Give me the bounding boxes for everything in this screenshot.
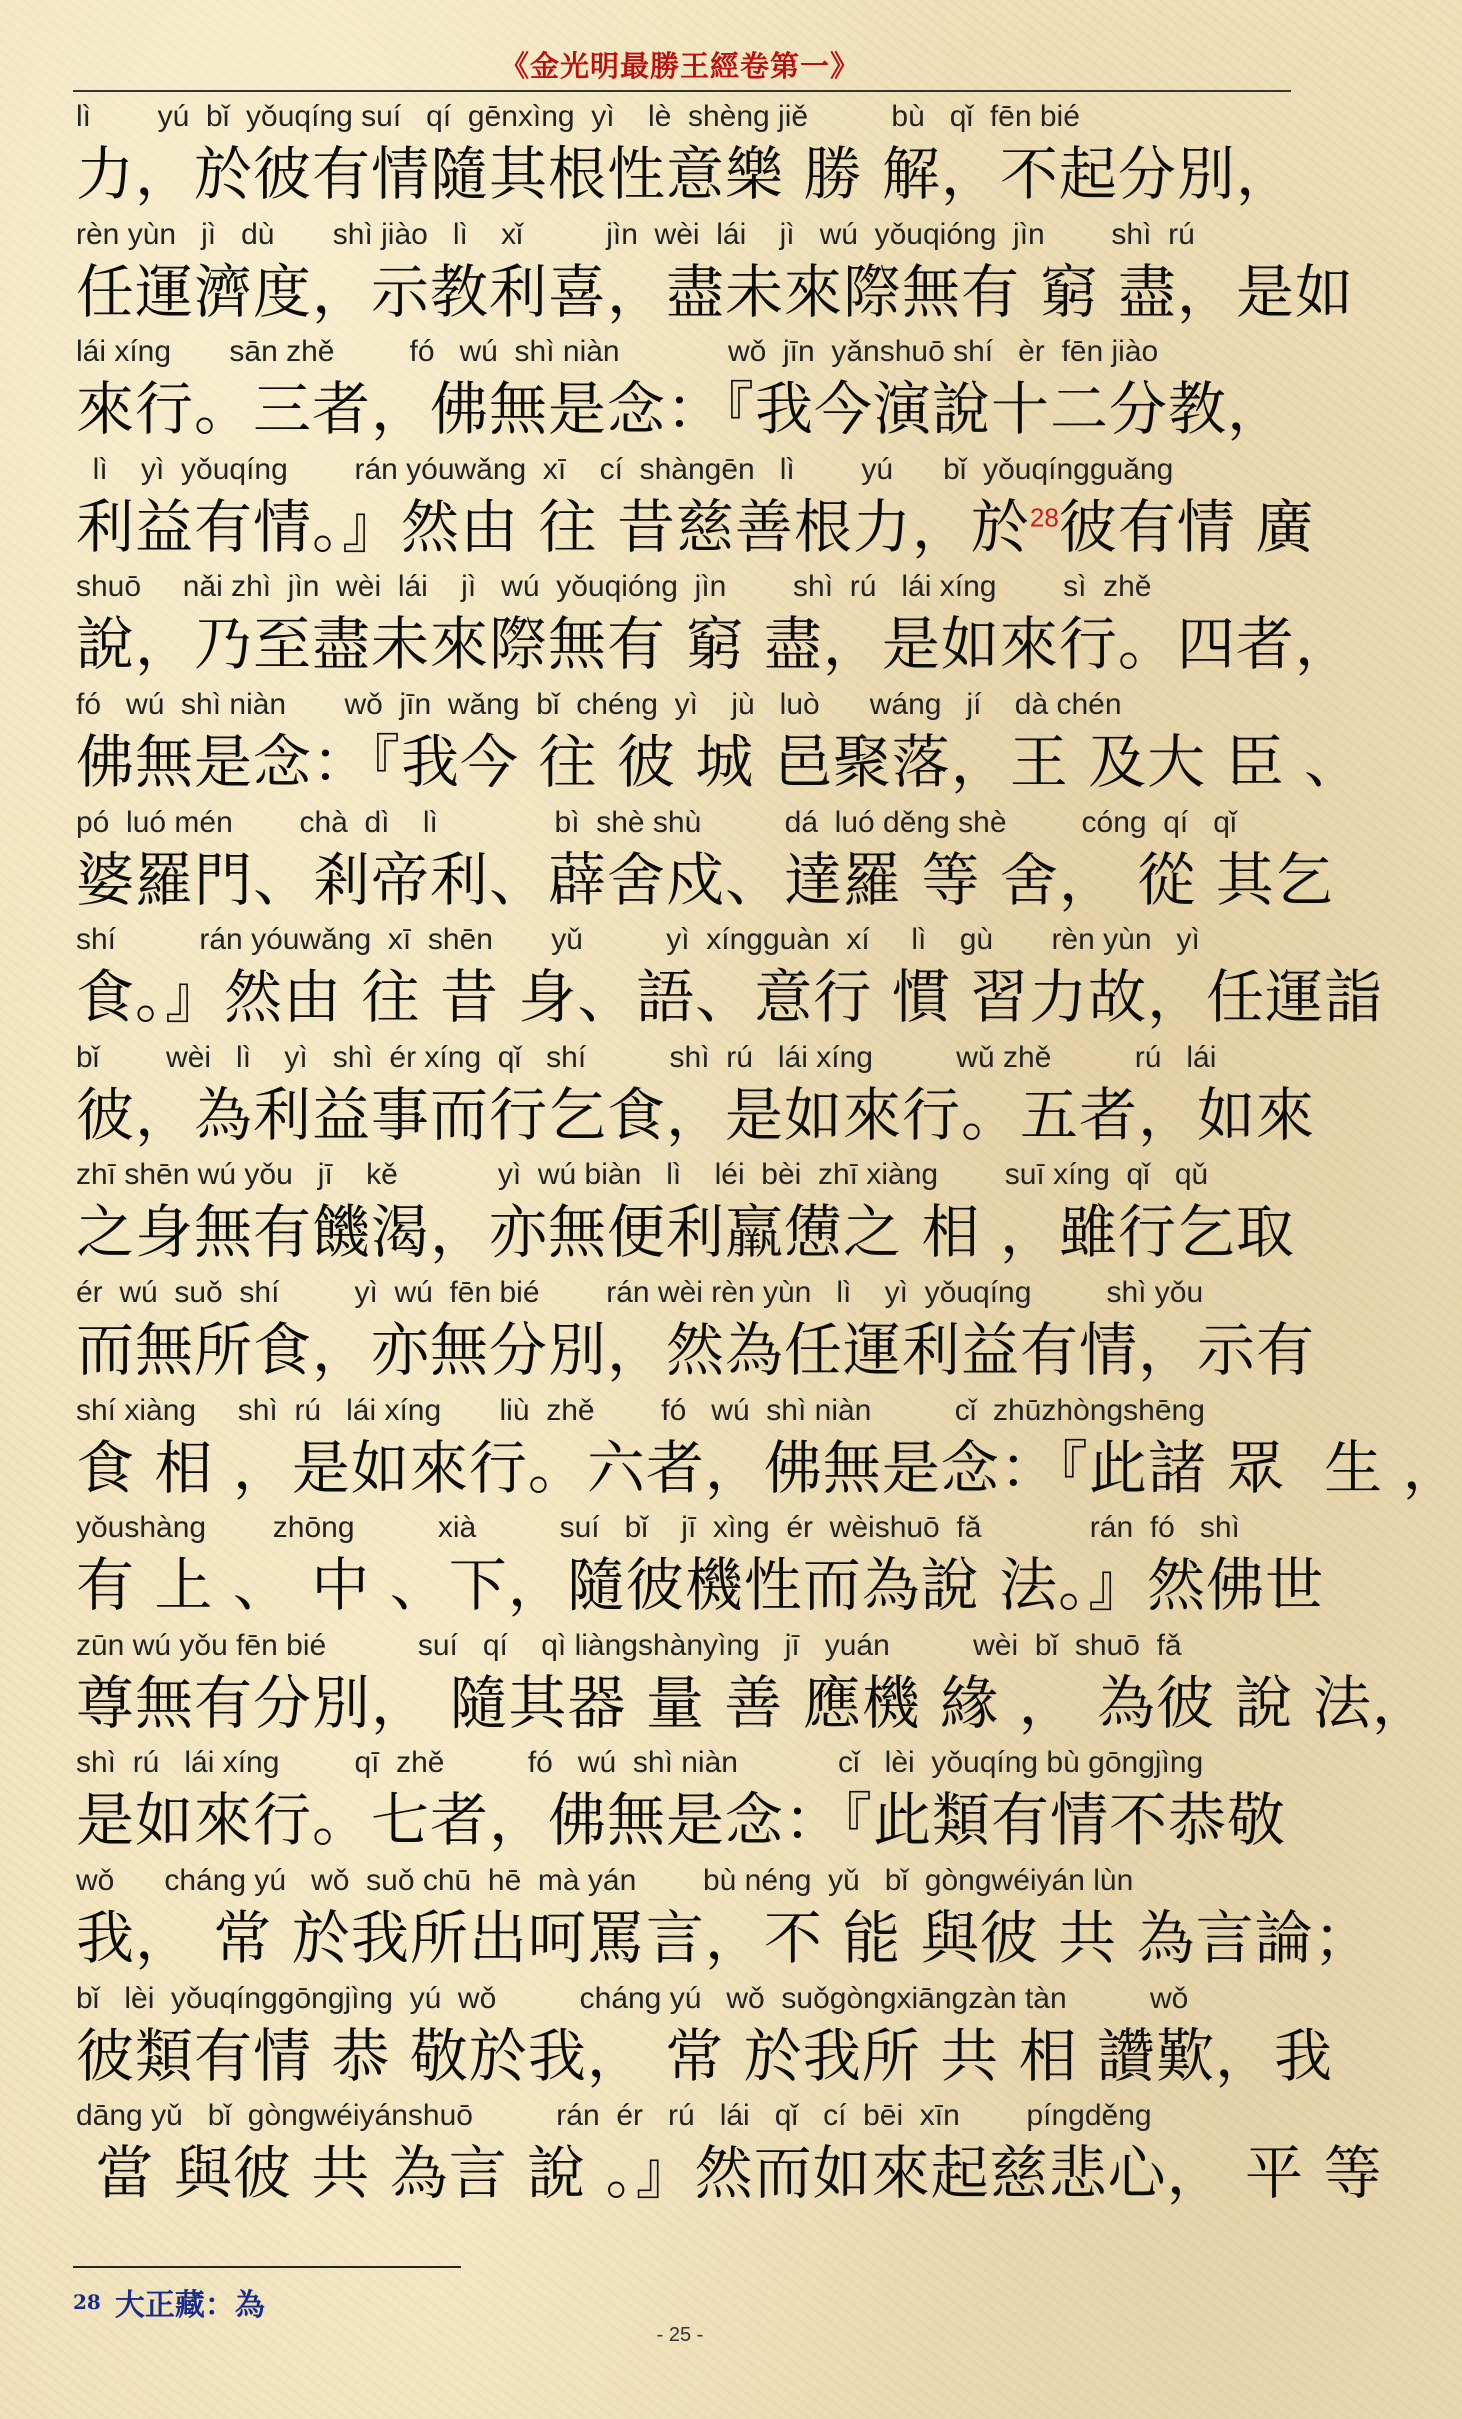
pinyin-annotation: bǐ wèi lì yì shì ér xíng qǐ shí shì rú lái xíng wǔ zhě rú lái <box>76 1040 1217 1074</box>
chinese-text-segment: 彼有情 廣 <box>1058 492 1315 561</box>
text-line <box>76 804 1334 922</box>
pinyin-annotation: lái xíng sān zhě fó wú shì niàn wǒ jīn yǎnshuō shí èr fēn jiào <box>76 335 1159 369</box>
pinyin-annotation: dāng yǔ bǐ gòngwéiyánshuō rán ér rú lái qǐ cí bēi xīn píngděng <box>76 2099 1152 2133</box>
chinese-text: 是如來行。七者，佛無是念：『此類有情不恭敬 <box>76 1786 1287 1855</box>
header-divider <box>73 90 1291 92</box>
chinese-text: 任運濟度，示教利喜，盡未來際無有 窮 盡，是如 <box>76 257 1354 326</box>
chinese-text: 尊無有分別， 隨其器 量 善 應機 緣 ， 為彼 說 法， <box>76 1668 1431 1737</box>
text-line <box>76 1862 1373 1980</box>
chinese-text: 我， 常 於我所出呵罵言，不 能 與彼 共 為言論； <box>76 1903 1373 1972</box>
text-line <box>76 568 1354 686</box>
pinyin-annotation: wǒ cháng yú wǒ suǒ chū hē mà yán bù néng yǔ bǐ gòngwéiyán lùn <box>76 1863 1134 1897</box>
pinyin-annotation: shí rán yóuwǎng xī shēn yǔ yì xíngguàn xí lì gù rèn yùn yì <box>76 923 1200 957</box>
pinyin-annotation: pó luó mén chà dì lì bì shè shù dá luó děng shè cóng qí qǐ <box>76 805 1237 839</box>
chinese-text: 當 與彼 共 為言 說 。』然而如來起慈悲心， 平 等 <box>76 2139 1383 2208</box>
pinyin-annotation: fó wú shì niàn wǒ jīn wǎng bǐ chéng yì jù luò wáng jí dà chén <box>76 687 1122 721</box>
text-line <box>76 451 1315 569</box>
chinese-text: 彼，為利益事而行乞食，是如來行。五者，如來 <box>76 1080 1316 1149</box>
pinyin-annotation: shì rú lái xíng qī zhě fó wú shì niàn cǐ lèi yǒuqíng bù gōngjìng <box>76 1746 1204 1780</box>
pinyin-annotation: yǒushàng zhōng xià suí bǐ jī xìng ér wèishuō fǎ rán fó shì <box>76 1511 1240 1545</box>
chinese-text <box>76 489 1315 565</box>
chinese-text: 婆羅門、剎帝利、薜舍戍、達羅 等 舍， 從 其乞 <box>76 845 1334 914</box>
chinese-text: 來行。三者，佛無是念：『我今演說十二分教， <box>76 375 1287 444</box>
text-line <box>76 216 1354 334</box>
text-line <box>76 1980 1334 2098</box>
chinese-text: 力，於彼有情隨其根性意樂 勝 解，不起分別， <box>76 140 1295 208</box>
text-line <box>76 98 1296 216</box>
text-line <box>76 1627 1431 1745</box>
footnote <box>73 2280 265 2324</box>
text-line <box>76 1274 1316 1392</box>
footnote-reference[interactable]: 28 <box>1029 502 1059 533</box>
sutra-body <box>76 98 1462 2215</box>
chinese-text: 佛無是念：『我今 往 彼 城 邑聚落，王 及大 臣 、 <box>76 727 1364 796</box>
chinese-text: 彼類有情 恭 敬於我， 常 於我所 共 相 讚歎，我 <box>76 2021 1334 2090</box>
chinese-text: 食 相 ，是如來行。六者，佛無是念：『此諸 眾 生 ， <box>76 1433 1462 1502</box>
text-line <box>76 2097 1383 2215</box>
pinyin-annotation: shí xiàng shì rú lái xíng liù zhě fó wú shì niàn cǐ zhūzhòngshēng <box>76 1393 1205 1427</box>
pinyin-annotation: rèn yùn jì dù shì jiào lì xǐ jìn wèi lái jì wú yǒuqióng jìn shì rú <box>76 217 1195 251</box>
text-line <box>76 1392 1462 1510</box>
text-line <box>76 1744 1296 1862</box>
pinyin-annotation: bǐ lèi yǒuqínggōngjìng yú wǒ cháng yú wǒ suǒgòngxiāngzàn tàn wǒ <box>76 1981 1189 2015</box>
text-line <box>76 333 1296 451</box>
chinese-text-segment: 利益有情。』然由 往 昔慈善根力，於 <box>76 492 1030 561</box>
pinyin-annotation: lì yú bǐ yǒuqíng suí qí gēnxìng yì lè shèng jiě bù qǐ fēn bié <box>76 100 1080 133</box>
text-line <box>76 686 1364 804</box>
footnote-number: 28 <box>73 2289 101 2314</box>
chinese-text: 說，乃至盡未來際無有 窮 盡，是如來行。四者， <box>76 610 1354 679</box>
pinyin-annotation: lì yì yǒuqíng rán yóuwǎng xī cí shàngēn lì yú bǐ yǒuqíngguǎng <box>76 452 1174 486</box>
page-number: - 25 - <box>656 2324 704 2346</box>
pinyin-annotation: zūn wú yǒu fēn bié suí qí qì liàngshànyìng jī yuán wèi bǐ shuō fǎ <box>76 1628 1182 1662</box>
chinese-text: 食。』然由 往 昔 身、語、意行 慣 習力故，任運詣 <box>76 963 1384 1032</box>
page-header-title: 《金光明最勝王經卷第一》 <box>499 49 860 83</box>
pinyin-annotation: ér wú suǒ shí yì wú fēn bié rán wèi rèn yùn lì yì yǒuqíng shì yǒu <box>76 1275 1204 1309</box>
footnote-divider <box>73 2266 461 2268</box>
pinyin-annotation: shuō nǎi zhì jìn wèi lái jì wú yǒuqióng jìn shì rú lái xíng sì zhě <box>76 570 1152 604</box>
pinyin-annotation: zhī shēn wú yǒu jī kě yì wú biàn lì léi bèi zhī xiàng suī xíng qǐ qǔ <box>76 1158 1209 1192</box>
footnote-text: 大正藏：為 <box>114 2288 265 2323</box>
text-line <box>76 1156 1296 1274</box>
text-line <box>76 921 1384 1039</box>
chinese-text: 而無所食，亦無分別，然為任運利益有情，示有 <box>76 1315 1316 1384</box>
chinese-text: 之身無有饑渴，亦無便利羸憊之 相 ，雖行乞取 <box>76 1198 1295 1267</box>
text-line <box>76 1509 1325 1627</box>
text-line <box>76 1039 1316 1157</box>
chinese-text: 有 上 、 中 、下，隨彼機性而為說 法。』然佛世 <box>76 1551 1325 1620</box>
